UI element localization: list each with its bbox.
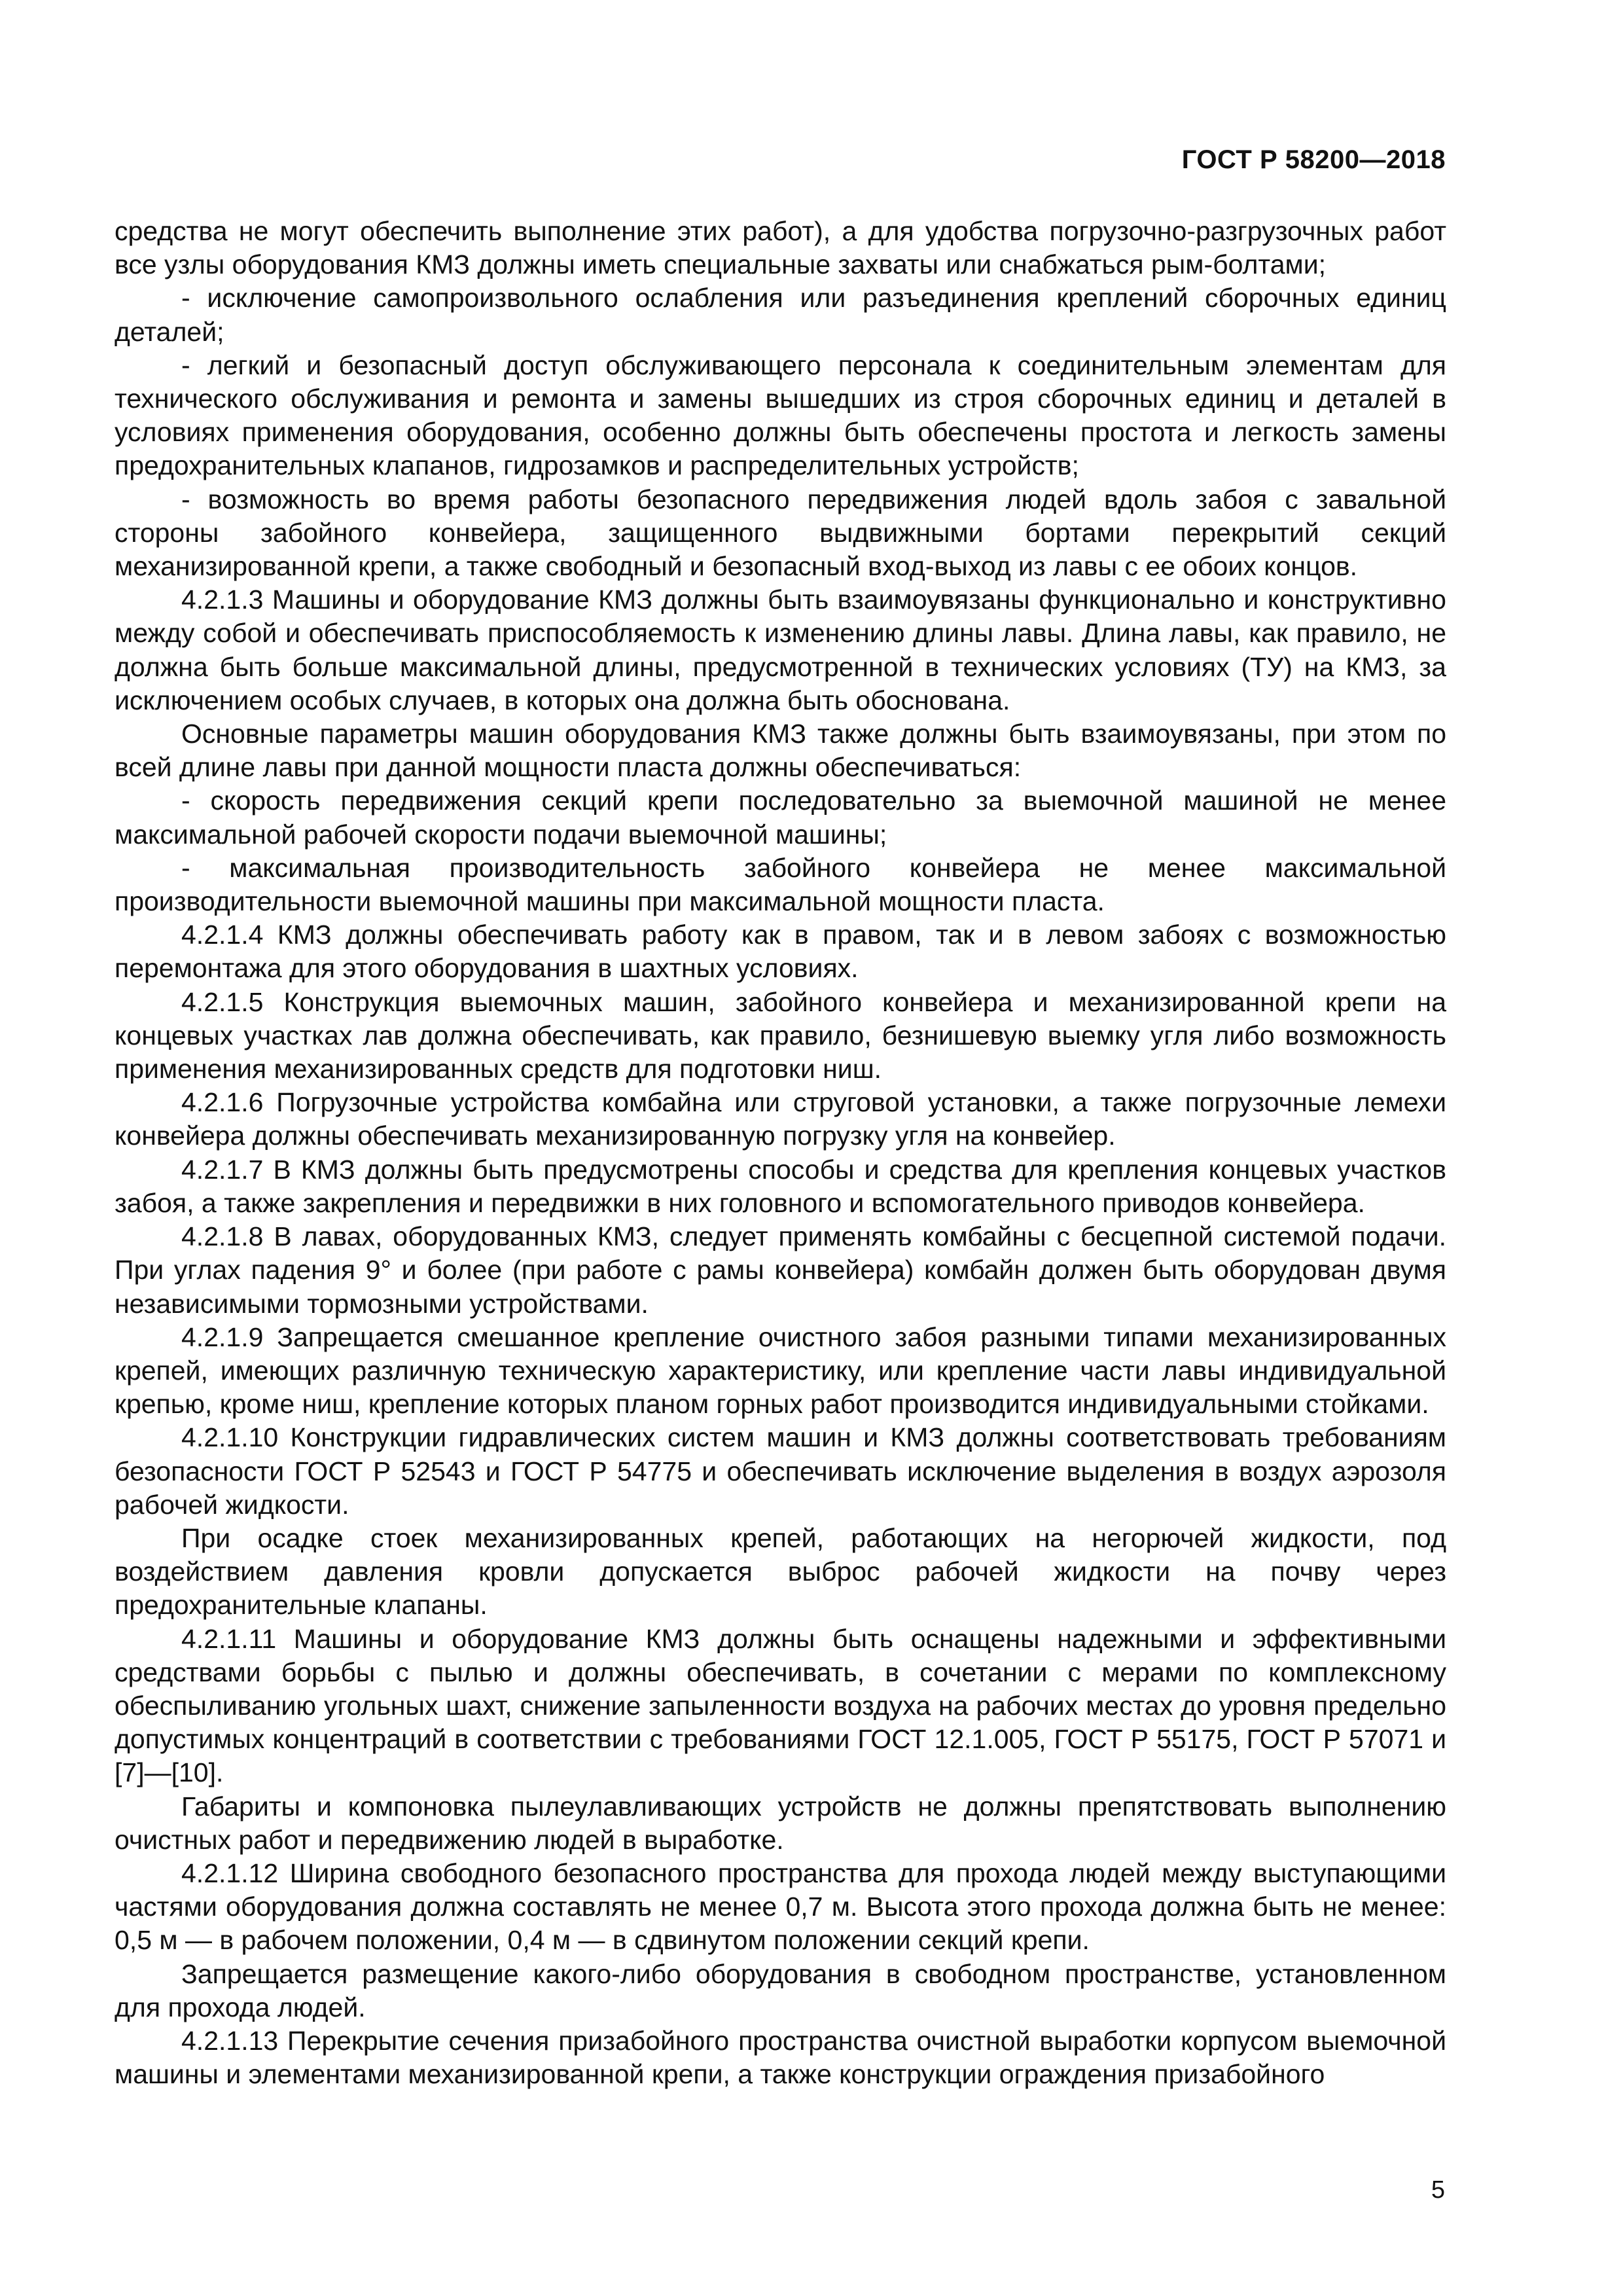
paragraph: Основные параметры машин оборудования КМЗ также должны быть взаимоувязаны, при этом по всей длине лавы при данной мощности пласта должны обеспечиваться:: [115, 719, 1446, 783]
list-item: - возможность во время работы безопасного передвижения людей вдоль забоя с завальной стороны забойного конвейера, защищенного выдвижными бортами перекрытий секций механизированной крепи, а также свободный и безопасный вход-выход из лавы с ее обоих концов.: [115, 484, 1446, 582]
paragraph: При осадке стоек механизированных крепей, работающих на негорючей жидкости, под воздействием давления кровли допускается выброс рабочей жидкости на почву через предохранительные клапаны.: [115, 1522, 1446, 1621]
clause-4-2-1-6: 4.2.1.6 Погрузочные устройства комбайна или струговой установки, а также погрузочные лемехи конвейера должны обеспечивать механизированную погрузку угля на конвейер.: [115, 1087, 1446, 1151]
clause-4-2-1-13: 4.2.1.13 Перекрытие сечения призабойного пространства очистной выработки корпусом выемочной машины и элементами механизированной крепи, а также конструкции ограждения призабойного: [115, 2025, 1446, 2090]
document-header: ГОСТ Р 58200—2018: [1181, 145, 1446, 174]
clause-4-2-1-8: 4.2.1.8 В лавах, оборудованных КМЗ, следует применять комбайны с бесцепной системой подачи. При углах падения 9° и более (при работе с рамы конвейера) комбайн должен быть оборудован двумя независимыми тормозными устройствами.: [115, 1221, 1446, 1319]
paragraph: средства не могут обеспечить выполнение этих работ), а для удобства погрузочно-разгрузочных работ все узлы оборудования КМЗ должны иметь специальные захваты или снабжаться рым-болтами;: [115, 216, 1446, 280]
list-item: - скорость передвижения секций крепи последовательно за выемочной машиной не менее максимальной рабочей скорости подачи выемочной машины;: [115, 785, 1446, 850]
clause-4-2-1-11: 4.2.1.11 Машины и оборудование КМЗ должны быть оснащены надежными и эффективными средствами борьбы с пылью и должны обеспечивать, в сочетании с мерами по комплексному обеспыливанию угольных шахт, снижение запыленности воздуха на рабочих местах до уровня предельно допустимых концентраций в соответствии с требованиями ГОСТ 12.1.005, ГОСТ Р 55175, ГОСТ Р 57071 и [7]—[10].: [115, 1623, 1446, 1788]
page-number: 5: [1431, 2176, 1445, 2204]
clause-4-2-1-12: 4.2.1.12 Ширина свободного безопасного пространства для прохода людей между выступающими частями оборудования должна составлять не менее 0,7 м. Высота этого прохода должна быть не менее: 0,5 м — в рабочем положении, 0,4 м — в сдвинутом положении секций крепи.: [115, 1857, 1446, 1956]
clause-4-2-1-10: 4.2.1.10 Конструкции гидравлических систем машин и КМЗ должны соответствовать требованиям безопасности ГОСТ Р 52543 и ГОСТ Р 54775 и обеспечивать исключение выделения в воздух аэрозоля рабочей жидкости.: [115, 1422, 1446, 1520]
paragraph: Запрещается размещение какого-либо оборудования в свободном пространстве, установленном для прохода людей.: [115, 1958, 1446, 2022]
clause-4-2-1-5: 4.2.1.5 Конструкция выемочных машин, забойного конвейера и механизированной крепи на концевых участках лав должна обеспечивать, как правило, безнишевую выемку угля либо возможность применения механизированных средств для подготовки ниш.: [115, 986, 1446, 1085]
document-body: [115, 215, 1446, 2091]
clause-4-2-1-9: 4.2.1.9 Запрещается смешанное крепление очистного забоя разными типами механизированных крепей, имеющих различную техническую характеристику, или крепление части лавы индивидуальной крепью, кроме ниш, крепление которых планом горных работ производится индивидуальными стойками.: [115, 1321, 1446, 1420]
list-item: - максимальная производительность забойного конвейера не менее максимальной производительности выемочной машины при максимальной мощности пласта.: [115, 852, 1446, 917]
clause-4-2-1-4: 4.2.1.4 КМЗ должны обеспечивать работу как в правом, так и в левом забоях с возможностью перемонтажа для этого оборудования в шахтных условиях.: [115, 920, 1446, 984]
paragraph: Габариты и компоновка пылеулавливающих устройств не должны препятствовать выполнению очистных работ и передвижению людей в выработке.: [115, 1791, 1446, 1855]
list-item: - легкий и безопасный доступ обслуживающего персонала к соединительным элементам для технического обслуживания и ремонта и замены вышедших из строя сборочных единиц и деталей в условиях применения оборудования, особенно должны быть обеспечены простота и легкость замены предохранительных клапанов, гидрозамков и распределительных устройств;: [115, 350, 1446, 481]
clause-4-2-1-3: 4.2.1.3 Машины и оборудование КМЗ должны быть взаимоувязаны функционально и конструктивно между собой и обеспечивать приспособляемость к изменению длины лавы. Длина лавы, как правило, не должна быть больше максимальной длины, предусмотренной в технических условиях (ТУ) на КМЗ, за исключением особых случаев, в которых она должна быть обоснована.: [115, 584, 1446, 715]
list-item: - исключение самопроизвольного ослабления или разъединения креплений сборочных единиц деталей;: [115, 283, 1446, 347]
clause-4-2-1-7: 4.2.1.7 В КМЗ должны быть предусмотрены способы и средства для крепления концевых участков забоя, а также закрепления и передвижки в них головного и вспомогательного приводов конвейера.: [115, 1154, 1446, 1218]
